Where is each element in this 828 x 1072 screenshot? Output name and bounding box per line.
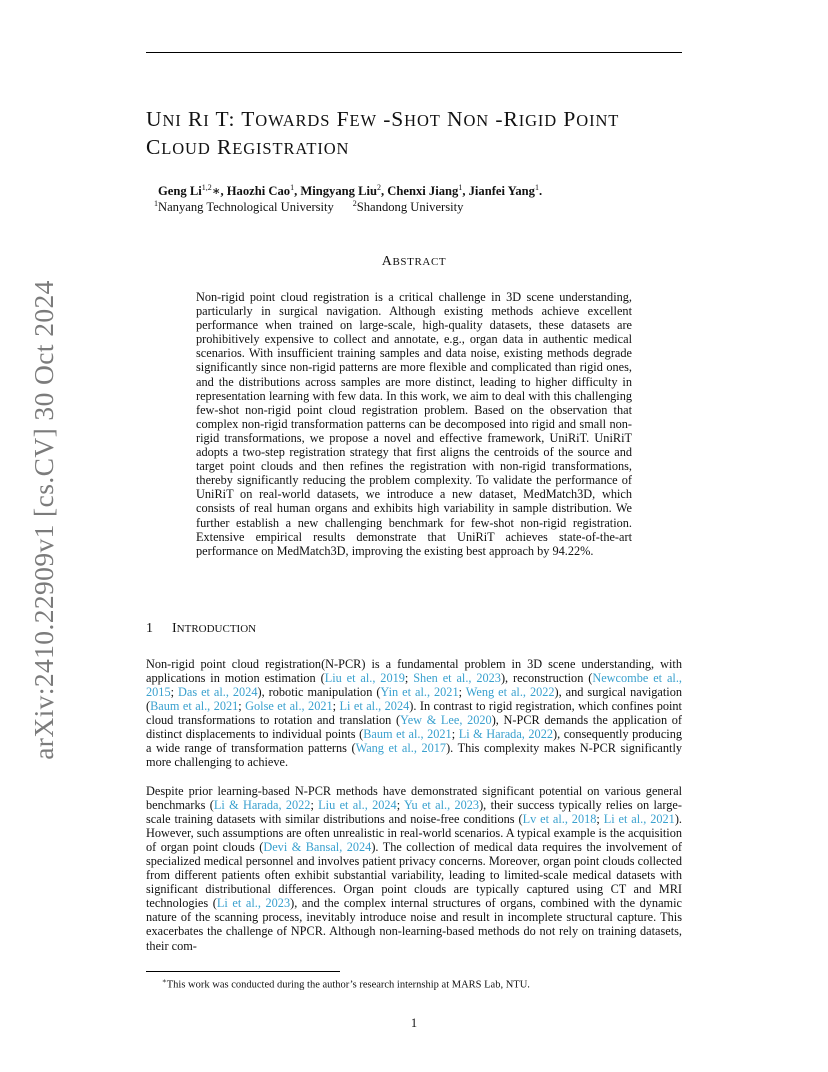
abstract-heading-rest: BSTRACT (392, 256, 447, 268)
footnote-text: This work was conducted during the author’s research internship at MARS Lab, NTU. (166, 979, 530, 991)
title-word-cap: U (146, 107, 163, 131)
header-rule (146, 52, 682, 53)
abstract-text: Non-rigid point cloud registration is a critical challenge in 3D scene understanding, particularly in surgical navigation. Although existing methods achieve excellent performance when trained on large-scale, high-quality datasets, these datasets are prohibitively expensive to collect and annotate, e.g., organ data in authentic medical scenarios. With insufficient training samples and data noise, existing methods degrade significantly since non-rigid patterns are more flexible and complicated than rigid ones, and the distributions across samples are more distinct, leading to higher difficulty in representation learning with few data. In this work, we aim to deal with this challenging few-shot non-rigid point cloud registration problem. Based on the observation that complex non-rigid transformation patterns can be decomposed into rigid and small non-rigid transformations, we propose a novel and effective framework, UniRiT. UniRiT adopts a two-step registration strategy that first aligns the centroids of the source and target point clouds and then refines the registration with non-rigid transformations, thereby significantly reducing the problem complexity. To validate the performance of UniRiT on real-world datasets, we introduce a new dataset, MedMatch3D, which consists of real human organs and exhibits high variability in sample distribution. We further establish a new challenging benchmark for few-shot non-rigid registration. Extensive empirical results demonstrate that UniRiT achieves state-of-the-art performance on MedMatch3D, improving the existing best approach by 94.22%. (196, 290, 632, 558)
author-name: Chenxi Jiang (387, 184, 459, 199)
author-separator: , (462, 184, 469, 199)
intro-paragraph-1: Non-rigid point cloud registration(N-PCR) is a fundamental problem in 3D scene understanding, with applications in motion estimation (Liu et al., 2019; Shen et al., 2023), reconstruction (Newcombe et al., 2015; Das et al., 2024), robotic manipulation (Yin et al., 2021; Weng et al., 2022), and surgical navigation (Baum et al., 2021; Golse et al., 2021; Li et al., 2024). In contrast to rigid registration, which confines point cloud transformations to rotation and translation (Yew & Lee, 2020), N-PCR demands the application of distinct displacements to individual points (Baum et al., 2021; Li & Harada, 2022), consequently producing a wide range of transformation patterns (Wang et al., 2017). This complexity makes N-PCR significantly more challenging to achieve. (146, 657, 683, 770)
citation-link[interactable]: Weng et al., 2022 (465, 685, 555, 700)
title-word-cap: -R (495, 107, 519, 131)
citation-link[interactable]: Li et al., 2024 (339, 699, 410, 714)
footnote (162, 977, 530, 991)
author-name: Geng Li (158, 184, 202, 199)
author-name: Mingyang Liu (300, 184, 377, 199)
title-word-cap: T: T (215, 107, 256, 131)
title-word-rest: IGID (518, 111, 558, 130)
title-line-2 (146, 135, 349, 159)
affiliation-number: 1 (154, 199, 158, 208)
author-separator: , (294, 184, 301, 199)
section-title-rest: NTRODUCTION (176, 623, 257, 635)
author-affiliation-mark: 1 (458, 183, 463, 192)
author-affiliation-mark: 1 (290, 183, 295, 192)
arxiv-stamp: arXiv:2410.22909v1 [cs.CV] 30 Oct 2024 (28, 280, 59, 760)
citation-link[interactable]: Baum et al., 2021 (150, 699, 239, 714)
author-affiliation-mark: 1,2 (201, 183, 212, 192)
citation-link[interactable]: Li & Harada, 2022 (458, 727, 553, 742)
citation-link[interactable]: Liu et al., 2024 (318, 798, 397, 813)
title-word-rest: EGISTRATION (232, 139, 350, 158)
author-affiliation-mark: 2 (377, 183, 381, 192)
abstract-heading (0, 254, 828, 270)
title-word-cap: N (447, 107, 464, 131)
citation-link[interactable]: Li et al., 2023 (216, 896, 291, 911)
title-line-1 (146, 107, 619, 131)
title-word-cap: R (187, 107, 204, 131)
author-name: Haozhi Cao (226, 184, 291, 199)
title-word (217, 135, 349, 159)
citation-link[interactable]: Wang et al., 2017 (355, 741, 447, 756)
citation-link[interactable]: Li & Harada, 2022 (213, 798, 311, 813)
citation-link[interactable]: Yu et al., 2023 (403, 798, 480, 813)
author-separator: , (381, 184, 388, 199)
title-word-cap: -S (383, 107, 405, 131)
affiliation-number: 2 (352, 199, 357, 208)
title-word (383, 107, 441, 131)
title-word (146, 107, 182, 131)
title-word-rest: EW (349, 111, 377, 130)
affiliation-name: Shandong University (356, 200, 464, 215)
citation-link[interactable]: Liu et al., 2019 (324, 671, 405, 686)
citation-link[interactable]: Yin et al., 2021 (380, 685, 459, 700)
citation-link[interactable]: Devi & Bansal, 2024 (263, 840, 372, 855)
title-word-rest: ON (463, 111, 490, 130)
footnote-mark: ∗ (162, 977, 167, 985)
title-word-cap: R (216, 135, 233, 159)
author-separator: , (220, 184, 227, 199)
section-number: 1 (146, 621, 153, 636)
citation-link[interactable]: Yew & Lee, 2020 (400, 713, 492, 728)
citation-link[interactable]: Shen et al., 2023 (413, 671, 501, 686)
title-word (447, 107, 489, 131)
citation-link[interactable]: Das et al., 2024 (177, 685, 258, 700)
title-word (215, 107, 330, 131)
title-word-cap: F (336, 107, 350, 131)
title-word (146, 135, 211, 159)
citation-link[interactable]: Lv et al., 2018 (522, 812, 597, 827)
title-word (188, 107, 210, 131)
author-list (158, 183, 542, 199)
author-separator: . (538, 184, 543, 199)
citation-link[interactable]: Baum et al., 2021 (363, 727, 452, 742)
affiliation-list (154, 199, 463, 215)
section-heading-introduction (146, 621, 256, 637)
citation-link[interactable]: Golse et al., 2021 (245, 699, 333, 714)
title-word-cap: P (563, 107, 577, 131)
title-word (495, 107, 557, 131)
citation-link[interactable]: Li et al., 2021 (603, 812, 675, 827)
title-word-rest: HOT (404, 111, 441, 130)
title-word (337, 107, 377, 131)
title-word-rest: OINT (576, 111, 620, 130)
author-name: Jianfei Yang (468, 184, 535, 199)
title-word-rest: NI (162, 111, 182, 130)
title-word (563, 107, 619, 131)
citation-link[interactable]: Newcombe et al., 2015 (146, 671, 682, 700)
intro-paragraph-2: Despite prior learning-based N-PCR methods have demonstrated significant potential on various general benchmarks (Li & Harada, 2022; Liu et al., 2024; Yu et al., 2023), their success typically relies on large-scale training datasets with similar distributions and noise-free conditions (Lv et al., 2018; Li et al., 2021). However, such assumptions are often unrealistic in real-world scenarios. A typical example is the acquisition of organ point clouds (Devi & Bansal, 2024). The collection of medical data requires the involvement of specialized medical personnel and involves patient privacy concerns. Moreover, organ point clouds collected from different patients often exhibit substantial variability, leading to limited-scale medical datasets with significant distributional differences. Organ point clouds are typically captured using CT and MRI technologies (Li et al., 2023), and the complex internal structures of organs, combined with the dynamic nature of the scanning process, inevitably introduce noise and result in incomplete structural capture. This exacerbates the challenge of NPCR. Although non-learning-based methods do not rely on training datasets, their com- (146, 784, 682, 953)
section-title-cap: I (172, 621, 177, 636)
page-number: 1 (410, 1016, 418, 1030)
title-word-rest: LOUD (161, 139, 211, 158)
title-word-rest: OWARDS (255, 111, 331, 130)
paper-title (146, 106, 706, 162)
author-affiliation-mark: 1 (534, 183, 539, 192)
title-word-rest: I (203, 111, 210, 130)
footnote-rule (146, 971, 340, 972)
abstract-heading-cap: A (381, 254, 393, 269)
affiliation-name: Nanyang Technological University (158, 200, 334, 215)
author-note-mark: ∗ (211, 184, 221, 199)
title-word-cap: C (146, 135, 162, 159)
